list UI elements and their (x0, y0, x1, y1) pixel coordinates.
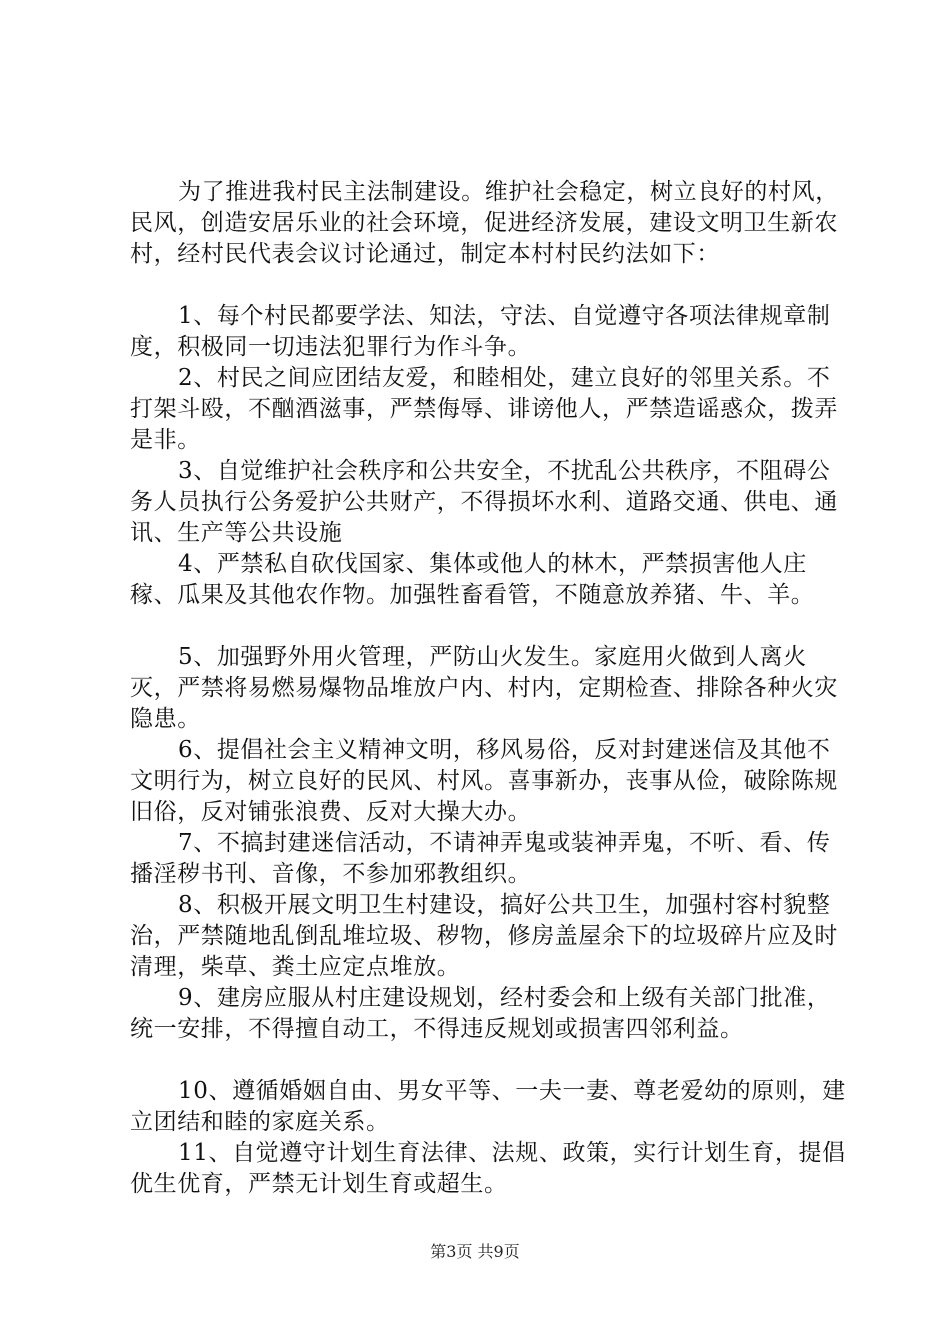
rule-paragraph-9: 9、建房应服从村庄建设规划，经村委会和上级有关部门批准，统一安排，不得擅自动工，不得违反规划或损害四邻利益。 (130, 985, 831, 1042)
intro-paragraph: 为了推进我村民主法制建设。维护社会稳定，树立良好的村风，民风，创造安居乐业的社会环境，促进经济发展，建设文明卫生新农村，经村民代表会议讨论通过，制定本村村民约法如下： (130, 179, 839, 267)
page-footer: 第3页 共9页 (430, 1242, 520, 1261)
rule-paragraph-4: 4、严禁私自砍伐国家、集体或他人的林木，严禁损害他人庄稼、瓜果及其他农作物。加强牲畜看管，不随意放养猪、牛、羊。 (130, 551, 815, 608)
rule-paragraph-7: 7、不搞封建迷信活动，不请神弄鬼或装神弄鬼，不听、看、传播淫秽书刊、音像，不参加邪教组织。 (130, 830, 831, 887)
rule-paragraph-6: 6、提倡社会主义精神文明，移风易俗，反对封建迷信及其他不文明行为，树立良好的民风、村风。喜事新办，丧事从俭，破除陈规旧俗，反对铺张浪费、反对大操大办。 (130, 737, 838, 825)
rule-paragraph-11: 11、自觉遵守计划生育法律、法规、政策，实行计划生育，提倡优生优育，严禁无计划生育或超生。 (130, 1140, 846, 1197)
rule-paragraph-1: 1、每个村民都要学法、知法，守法、自觉遵守各项法律规章制度，积极同一切违法犯罪行为作斗争。 (130, 303, 831, 360)
rule-paragraph-8: 8、积极开展文明卫生村建设，搞好公共卫生，加强村容村貌整治，严禁随地乱倒乱堆垃圾、秽物，修房盖屋余下的垃圾碎片应及时清理，柴草、粪土应定点堆放。 (130, 892, 838, 980)
rule-paragraph-2: 2、村民之间应团结友爱，和睦相处，建立良好的邻里关系。不打架斗殴，不酗酒滋事，严禁侮辱、诽谤他人，严禁造谣惑众，拨弄是非。 (130, 365, 838, 453)
rule-paragraph-5: 5、加强野外用火管理，严防山火发生。家庭用火做到人离火灭，严禁将易燃易爆物品堆放户内、村内，定期检查、排除各种火灾隐患。 (130, 644, 838, 732)
rule-paragraph-10: 10、遵循婚姻自由、男女平等、一夫一妻、尊老爱幼的原则，建立团结和睦的家庭关系。 (130, 1078, 846, 1135)
rule-paragraph-3: 3、自觉维护社会秩序和公共安全，不扰乱公共秩序，不阻碍公务人员执行公务爱护公共财产，不得损坏水利、道路交通、供电、通讯、生产等公共设施 (130, 458, 838, 546)
